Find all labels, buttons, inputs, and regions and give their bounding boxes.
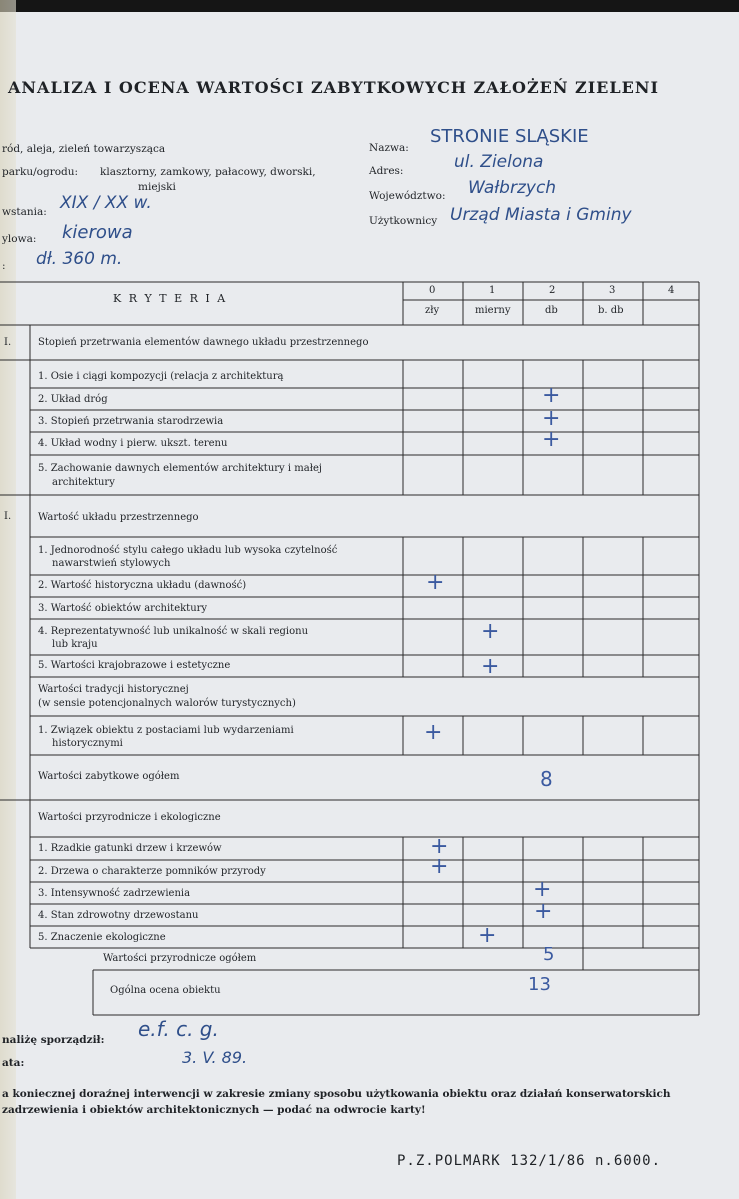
extra-value: dł. 360 m.: [36, 249, 123, 269]
check-mark: +: [478, 923, 497, 948]
check-mark: +: [481, 619, 500, 644]
users-value: Urząd Miasta i Gminy: [450, 205, 632, 225]
row-2-1: 1. Jednorodność stylu całego układu lub wysoka czytelność: [38, 545, 338, 556]
score-3: 3: [609, 285, 616, 296]
total-nature-value: 5: [543, 944, 555, 965]
criteria-header: K R Y T E R I A: [113, 292, 228, 305]
address-value: ul. Zielona: [454, 152, 544, 172]
total-monuments-label: Wartości zabytkowe ogółem: [38, 771, 180, 782]
page-title: ANALIZA I OCENA WARTOŚCI ZABYTKOWYCH ZAŁOŻEŃ ZIELENI: [8, 78, 659, 97]
extra-label: :: [2, 260, 6, 272]
section-1-number: I.: [4, 337, 12, 348]
row-3-1: 1. Związek obiektu z postaciami lub wydarzeniami: [38, 725, 294, 736]
row-1-4: 4. Układ wodny i pierw. ukszt. terenu: [38, 438, 228, 449]
name-label: Nazwa:: [369, 142, 409, 154]
print-code: P.Z.POLMARK 132/1/86 n.6000.: [397, 1153, 662, 1169]
check-mark: +: [534, 899, 553, 924]
park-kind-label: parku/ogrodu:: [2, 166, 79, 178]
check-mark: +: [542, 383, 561, 408]
row-4-3: 3. Intensywność zadrzewienia: [38, 888, 191, 899]
section-2-title: Wartość układu przestrzennego: [38, 512, 199, 523]
row-1-1: 1. Osie i ciągi kompozycji (relacja z architekturą: [38, 371, 284, 382]
row-2-4: 4. Reprezentatywność lub unikalność w skali regionu: [38, 626, 309, 637]
check-mark: +: [533, 877, 552, 902]
name-value: STRONIE SLĄSKIE: [430, 126, 589, 147]
row-1-5: 5. Zachowanie dawnych elementów architektury i małej: [38, 463, 322, 474]
row-2-2: 2. Wartość historyczna układu (dawność): [38, 580, 247, 591]
address-label: Adres:: [369, 165, 404, 177]
grade-1: mierny: [475, 305, 511, 316]
check-mark: +: [542, 427, 561, 452]
grade-2: db: [545, 305, 558, 316]
prepared-label: naliżę sporządził:: [2, 1034, 105, 1046]
row-1-5-cont: architektury: [52, 477, 115, 488]
row-4-2: 2. Drzewa o charakterze pomników przyrody: [38, 866, 266, 877]
grade-0: zły: [425, 305, 440, 316]
row-3-1-cont: historycznymi: [52, 738, 123, 749]
row-2-5: 5. Wartości krajobrazowe i estetyczne: [38, 660, 231, 671]
check-mark: +: [542, 406, 561, 431]
voivodeship-value: Wałbrzych: [468, 178, 557, 198]
row-2-3: 3. Wartość obiektów architektury: [38, 603, 208, 614]
date-value: 3. V. 89.: [182, 1048, 248, 1067]
score-2: 2: [549, 285, 556, 296]
grade-3: b. db: [598, 305, 624, 316]
park-kind-options-2: miejski: [138, 181, 176, 193]
prepared-signature: e.f. c. g.: [138, 1017, 219, 1041]
overall-value: 13: [528, 974, 551, 995]
row-2-4-cont: lub kraju: [52, 639, 98, 650]
check-mark: +: [424, 720, 443, 745]
section-1-title: Stopień przetrwania elementów dawnego układu przestrzennego: [38, 337, 369, 348]
check-mark: +: [430, 834, 449, 859]
origin-value: XIX / XX w.: [60, 193, 152, 213]
check-mark: +: [426, 570, 445, 595]
instruction-note-2: zadrzewienia i obiektów architektonicznych — podać na odwrocie karty!: [2, 1104, 426, 1116]
row-4-4: 4. Stan zdrowotny drzewostanu: [38, 910, 199, 921]
check-mark: +: [430, 854, 449, 879]
voivodeship-label: Województwo:: [369, 190, 446, 202]
overall-label: Ogólna ocena obiektu: [110, 985, 221, 996]
row-1-3: 3. Stopień przetrwania starodrzewia: [38, 416, 224, 427]
section-2-number: I.: [4, 511, 12, 522]
row-4-1: 1. Rzadkie gatunki drzew i krzewów: [38, 843, 222, 854]
total-monuments-value: 8: [540, 767, 553, 791]
total-nature-label: Wartości przyrodnicze ogółem: [103, 953, 257, 964]
section-3-title: Wartości tradycji historycznej: [38, 684, 189, 695]
score-1: 1: [489, 285, 496, 296]
score-4: 4: [668, 285, 675, 296]
style-value: kierowa: [62, 222, 133, 243]
check-mark: +: [481, 654, 500, 679]
instruction-note-1: a koniecznej doraźnej interwencji w zakresie zmiany sposobu użytkowania obiektu oraz działań konserwatorskich: [2, 1088, 671, 1100]
row-2-1-cont: nawarstwień stylowych: [52, 558, 171, 569]
row-1-2: 2. Układ dróg: [38, 394, 108, 405]
row-4-5: 5. Znaczenie ekologiczne: [38, 932, 166, 943]
users-label: Użytkownicy: [369, 215, 438, 227]
score-0: 0: [429, 285, 436, 296]
origin-label: wstania:: [2, 206, 47, 218]
date-label: ata:: [2, 1057, 25, 1069]
section-3-subtitle: (w sensie potencjonalnych walorów turystycznych): [38, 698, 296, 709]
style-label: ylowa:: [2, 233, 37, 245]
type-field: ród, aleja, zieleń towarzysząca: [2, 143, 166, 155]
section-4-title: Wartości przyrodnicze i ekologiczne: [38, 812, 221, 823]
park-kind-options: klasztorny, zamkowy, pałacowy, dworski,: [100, 166, 316, 178]
